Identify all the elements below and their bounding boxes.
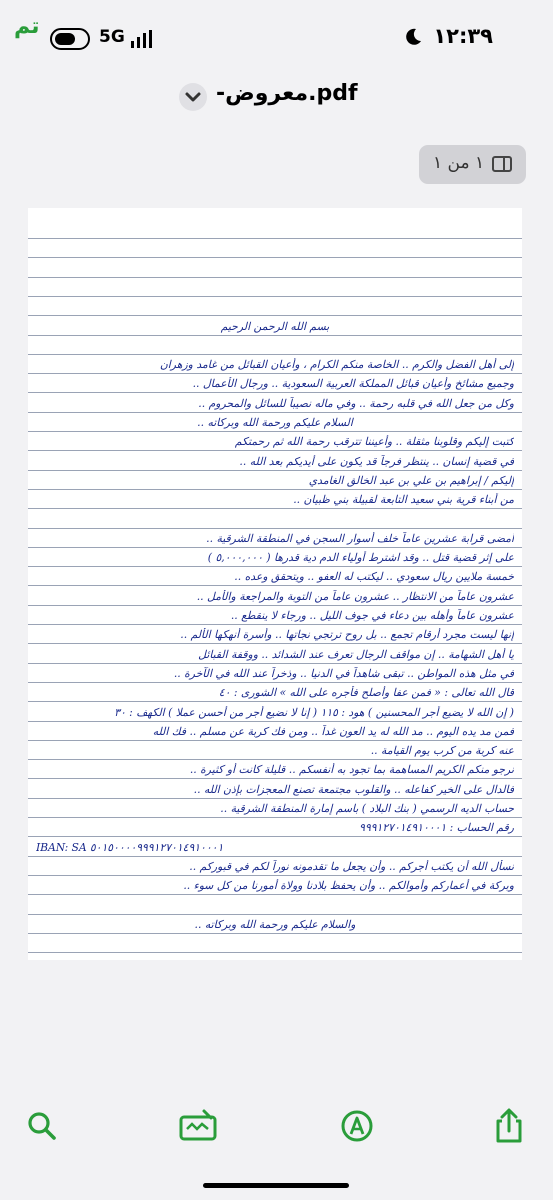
signal-bars-icon bbox=[131, 30, 161, 48]
ruled-line bbox=[28, 643, 522, 644]
document-line: في مثل هذه المواطن .. تبقى شاهداً في الدنيا .. وذخراً عند الله في الآخرة .. bbox=[173, 666, 514, 680]
ruled-line bbox=[28, 412, 522, 413]
file-title[interactable]: pdf.معروض- bbox=[216, 81, 358, 106]
document-line: أمضى قرابة عشرين عاماً خلف أسوار السجن في المنطقة الشرقية .. bbox=[206, 531, 514, 545]
ruled-line bbox=[28, 605, 522, 606]
ruled-line bbox=[28, 392, 522, 393]
document-line: وبركة في أعماركم وأموالكم .. وأن يحفظ بلادنا وولاة أمورنا من كل سوء .. bbox=[183, 879, 514, 893]
document-line: رقم الحساب : ٩٩٩١٢٧٠١٤٩١٠٠٠١ bbox=[359, 821, 514, 835]
ruled-line bbox=[28, 373, 522, 374]
ruled-line bbox=[28, 528, 522, 529]
document-line: نسأل الله أن يكتب أجركم .. وأن يجعل ما تقدمونه نوراً لكم في قبوركم .. bbox=[189, 859, 514, 873]
status-bar bbox=[0, 0, 553, 72]
share-icon[interactable] bbox=[490, 1107, 528, 1145]
clock: ١٢:٣٩ bbox=[433, 24, 493, 48]
document-line: كتبت إليكم وقلوبنا مثقلة .. وأعيننا تترقب رحمة الله ثم رحمتكم bbox=[234, 435, 514, 449]
document-line: يا أهل الشهامة .. إن مواقف الرجال تعرف عند الشدائد .. ووقفة القبائل bbox=[198, 647, 514, 661]
document-page[interactable] bbox=[28, 208, 522, 960]
document-line: إلى أهل الفضل والكرم .. الخاصة منكم الكرام ، وأعيان القبائل من غامد وزهران bbox=[159, 358, 514, 372]
ruled-line bbox=[28, 315, 522, 316]
ruled-line bbox=[28, 489, 522, 490]
ruled-line bbox=[28, 566, 522, 567]
document-line: عشرون عاماً وأهله بين دعاء في جوف الليل .. ورجاء لا ينقطع .. bbox=[230, 609, 514, 622]
document-line: خمسة ملايين ريال سعودي .. ليكتب له العفو .. ويتحقق وعده .. bbox=[234, 570, 514, 584]
document-line: ( إن الله لا يضيع أجر المحسنين ) هود : ١١٥ ( إنا لا نضيع أجر من أحسن عملا ) الكهف : ٣٠ bbox=[114, 705, 514, 719]
ruled-line bbox=[28, 238, 522, 239]
document-line: وجميع مشائخ وأعيان قبائل المملكة العربية السعودية .. ورجال الأعمال .. bbox=[192, 377, 514, 391]
ruled-line bbox=[28, 508, 522, 509]
ruled-line bbox=[28, 778, 522, 779]
document-heading: بسم الله الرحمن الرحيم bbox=[220, 319, 330, 333]
ruled-line bbox=[28, 585, 522, 586]
ruled-line bbox=[28, 624, 522, 625]
document-line: عشرون عاماً من الانتظار .. عشرون عاماً من التوبة والمراجعة والأمل .. bbox=[196, 589, 514, 603]
ruled-line bbox=[28, 354, 522, 355]
ruled-line bbox=[28, 875, 522, 876]
ruled-line bbox=[28, 431, 522, 432]
document-line: إليكم / إبراهيم بن علي بن عبد الخالق الغامدي bbox=[308, 473, 514, 487]
document-line: حساب الديه الرسمي ( بنك البلاد ) باسم إمارة المنطقة الشرقية .. bbox=[220, 802, 514, 815]
ruled-line bbox=[28, 470, 522, 471]
document-line: في قضية إنسان .. ينتظر فرجاً قد يكون على أيديكم بعد الله .. bbox=[239, 454, 514, 468]
document-line: عنه كربة من كرب يوم القيامة .. bbox=[370, 744, 514, 758]
ruled-line bbox=[28, 952, 522, 953]
page-indicator-label: ١ من ١ bbox=[433, 153, 485, 173]
ruled-line bbox=[28, 856, 522, 857]
ruled-line bbox=[28, 547, 522, 548]
chevron-down-icon bbox=[179, 83, 207, 111]
document-line: فمن مد يده اليوم .. مد الله له يد العون غداً .. ومن فك كربة عن مسلم .. فك الله bbox=[152, 724, 514, 738]
document-line: فالدال على الخير كفاعله .. والقلوب مجتمعة تصنع المعجزات بإذن الله .. bbox=[193, 782, 514, 796]
document-line: وكل من جعل الله في قلبه رحمة .. وفي ماله نصيباً للسائل والمحروم .. bbox=[198, 396, 514, 410]
document-line: السلام عليكم ورحمة الله وبركاته .. bbox=[197, 416, 353, 429]
ruled-line bbox=[28, 663, 522, 664]
page-indicator[interactable] bbox=[419, 145, 526, 184]
document-line: إنها ليست مجرد أرقام تجمع .. بل روح ترتجي نجاتها .. وأسرة أنهكها الألم .. bbox=[180, 628, 514, 642]
done-button[interactable]: تم bbox=[14, 14, 40, 39]
title-menu-button[interactable] bbox=[179, 83, 207, 111]
ruled-line bbox=[28, 277, 522, 278]
ruled-line bbox=[28, 933, 522, 934]
ruled-line bbox=[28, 759, 522, 760]
document-line: نرجو منكم الكريم المساهمة بما تجود به أنفسكم .. قليلة كانت أو كثيرة .. bbox=[189, 763, 514, 777]
ruled-line bbox=[28, 296, 522, 297]
search-icon[interactable] bbox=[23, 1107, 61, 1145]
markup-icon[interactable] bbox=[178, 1107, 218, 1145]
ruled-line bbox=[28, 335, 522, 336]
document-line: من أبناء قرية بني سعيد التابعة لقبيلة بني ظبيان .. bbox=[293, 493, 514, 507]
pen-circle-icon[interactable] bbox=[338, 1107, 376, 1145]
ruled-line bbox=[28, 450, 522, 451]
ruled-line bbox=[28, 721, 522, 722]
ruled-line bbox=[28, 682, 522, 683]
ruled-line bbox=[28, 257, 522, 258]
ruled-line bbox=[28, 798, 522, 799]
ruled-line bbox=[28, 914, 522, 915]
moon-icon bbox=[403, 27, 423, 47]
ruled-line bbox=[28, 817, 522, 818]
document-line: على إثر قضية قتل .. وقد اشترط أولياء الدم دية قدرها ( ٥,٠٠٠,٠٠٠ ) bbox=[207, 551, 514, 565]
document-line: والسلام عليكم ورحمة الله وبركاته .. bbox=[194, 917, 356, 931]
sidebar-icon bbox=[492, 156, 512, 172]
ruled-line bbox=[28, 701, 522, 702]
bottom-toolbar bbox=[0, 1095, 553, 1155]
screen-record-icon bbox=[50, 28, 90, 50]
home-indicator bbox=[203, 1183, 349, 1188]
ruled-line bbox=[28, 894, 522, 895]
document-line: قال الله تعالى : « فمن عفا وأصلح فأجره على الله » الشورى : ٤٠ bbox=[218, 686, 514, 700]
network-label: 5G bbox=[99, 27, 125, 47]
ruled-line bbox=[28, 740, 522, 741]
ruled-line bbox=[28, 836, 522, 837]
document-line: IBAN: SA ٥٠١٥٠٠٠٠٩٩٩١٢٧٠١٤٩١٠٠٠١ bbox=[36, 840, 224, 854]
